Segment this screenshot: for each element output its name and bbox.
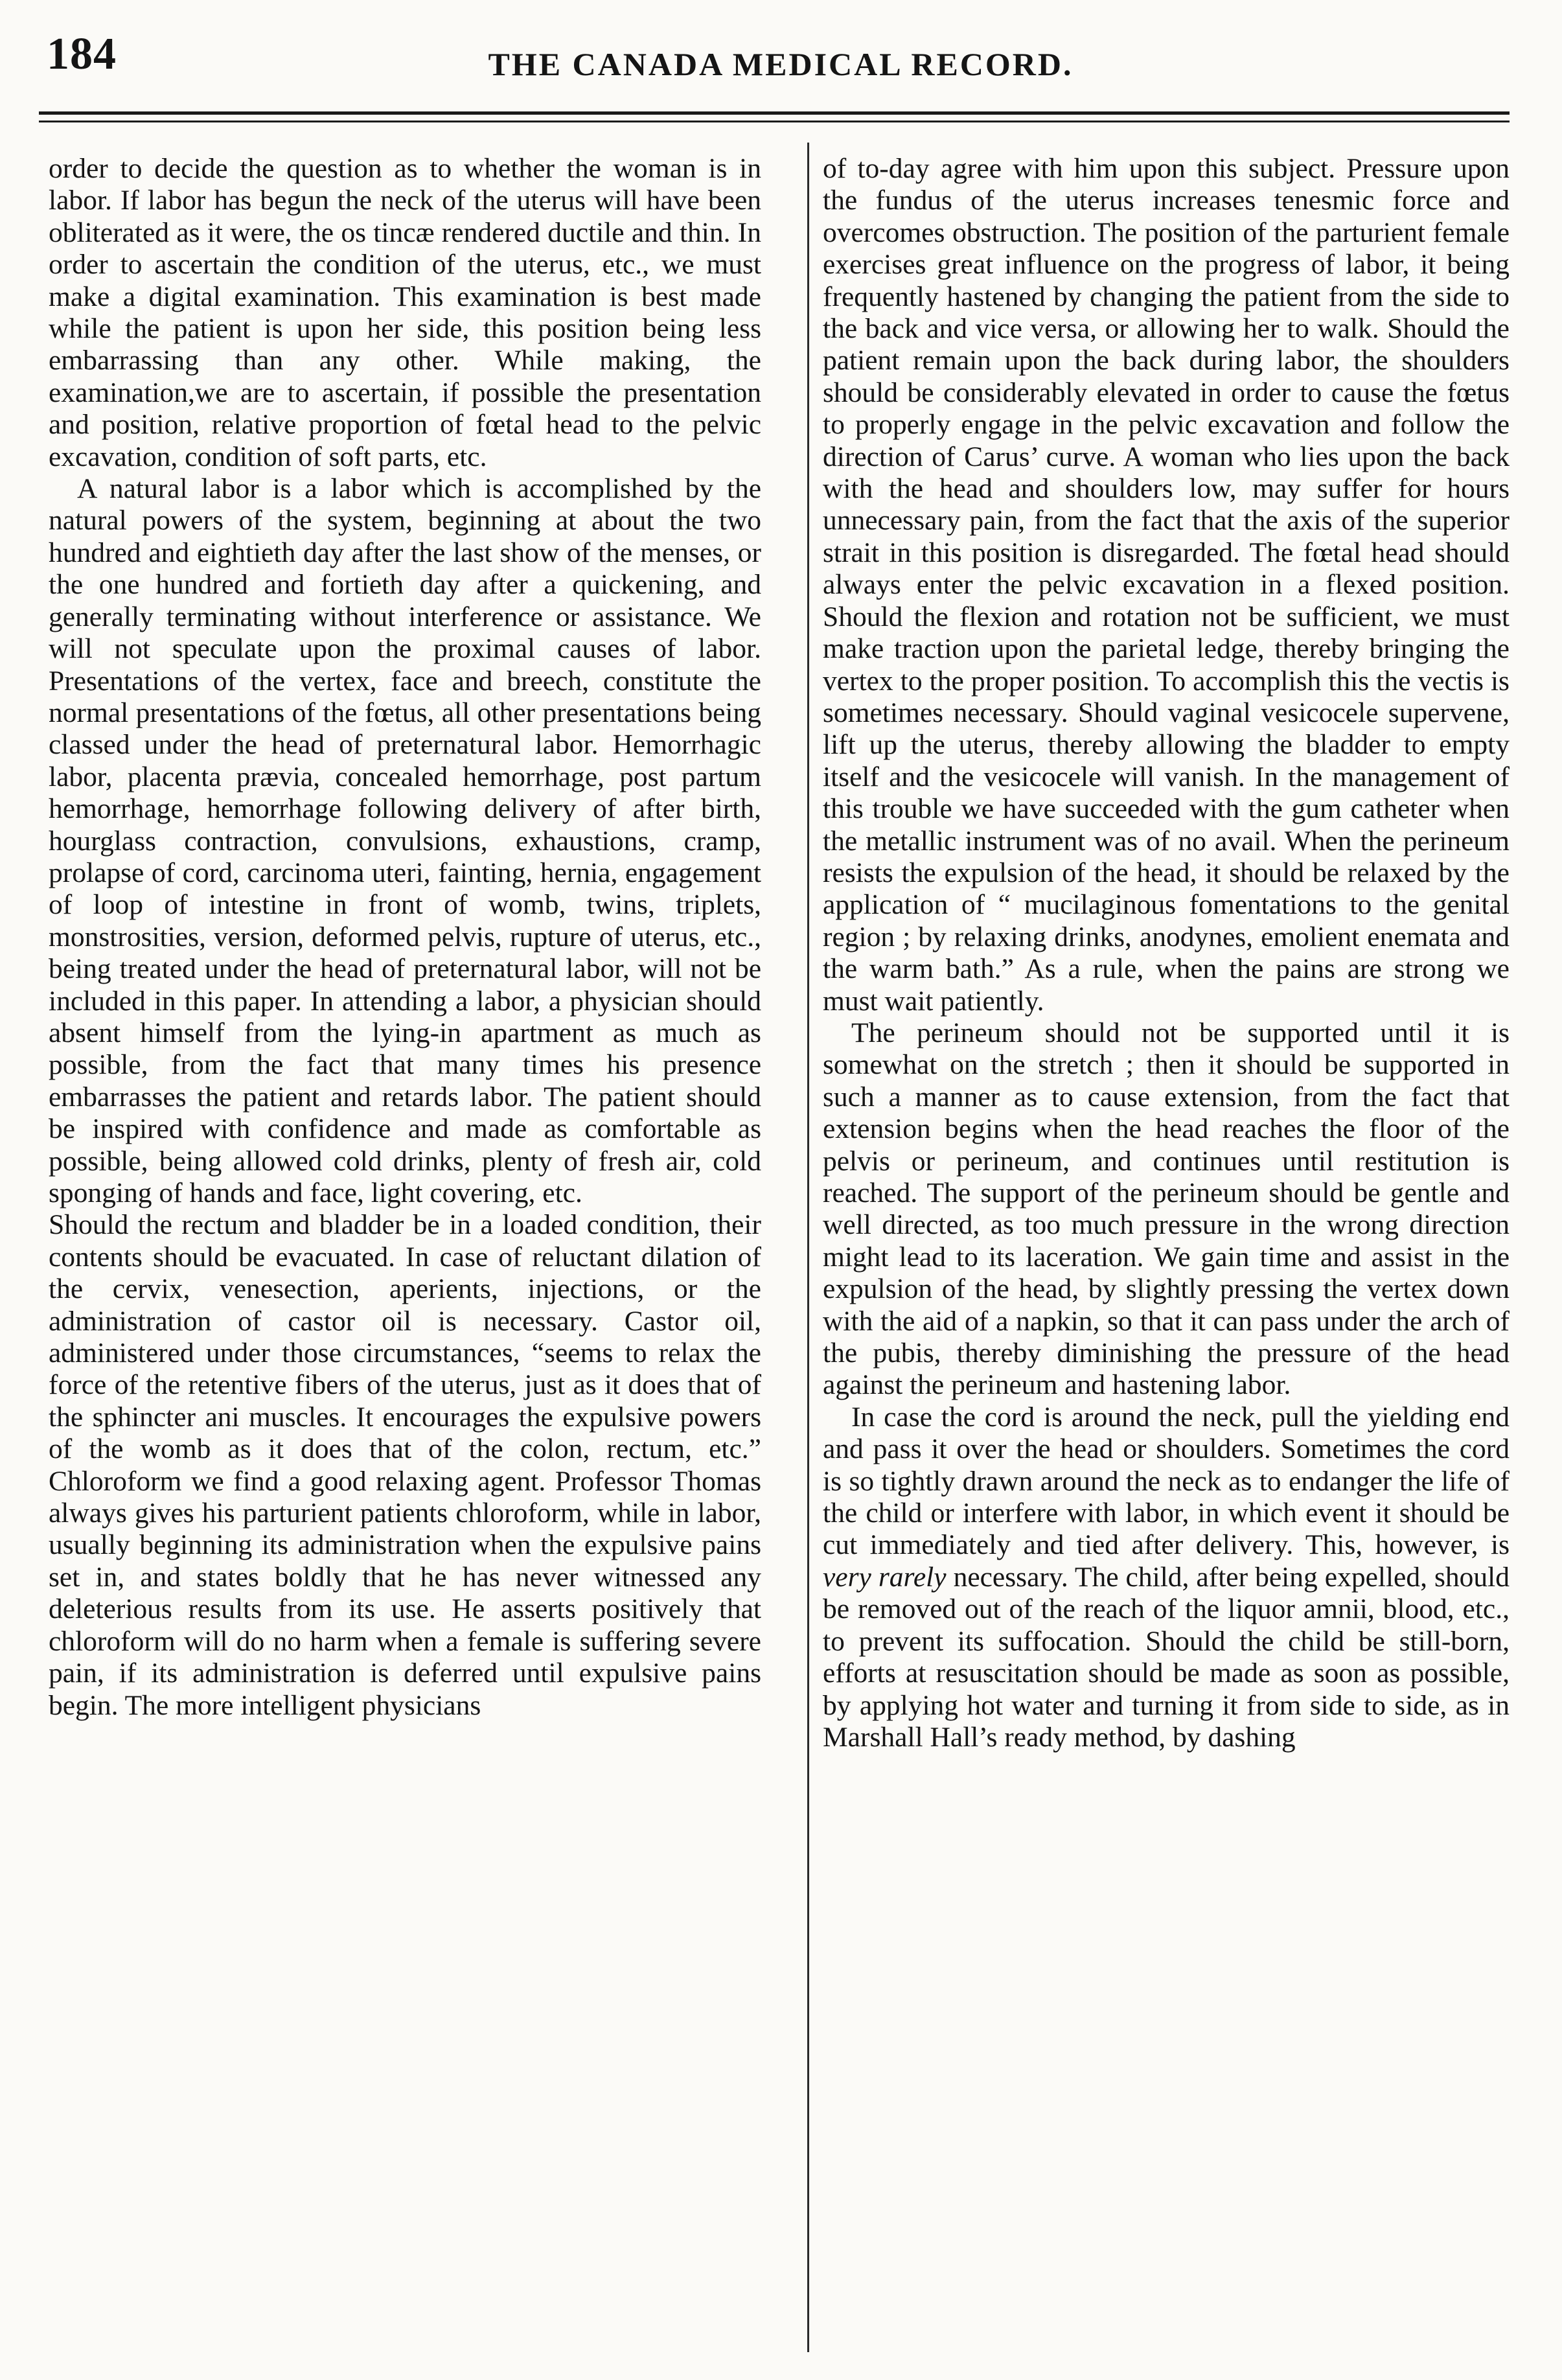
left-paragraph-3: Should the rectum and bladder be in a loaded condition, their contents should be evacuated. In case of reluctant dilation of the cervix, venesection, aperients, injections, or the administration of castor oil is necessary. Castor oil, administered under those circumstances, “seems to relax the force of the retentive fibers of the uterus, just as it does that of the sphincter ani muscles. It encourages the expulsive powers of the womb as it does that of the colon, rectum, etc.” Chloroform we find a good relaxing agent. Professor Thomas always gives his parturient patients chloroform, while in labor, usually beginning its administration when the expulsive pains set in, and states boldly that he has never witnessed any deleterious results from its use. He asserts positively that chloroform will do no harm when a female is suffering severe pain, if its administration is deferred until expulsive pains begin. The more intelligent physicians (49, 1209, 761, 1721)
italic-emphasis: very rarely (823, 1561, 947, 1593)
right-paragraph-1: of to-day agree with him upon this subject. Pressure upon the fundus of the uterus increases tenesmic force and overcomes obstruction. The position of the parturient female exercises great influence on the progress of labor, it being frequently hastened by changing the patient from the side to the back and vice versa, or allowing her to walk. Should the patient remain upon the back during labor, the shoulders should be considerably elevated in order to cause the fœtus to properly engage in the pelvic excavation and follow the direction of Carus’ curve. A woman who lies upon the back with the head and shoulders low, may suffer for hours unnecessary pain, from the fact that the axis of the superior strait in this position is disregarded. The fœtal head should always enter the pelvic excavation in a flexed position. Should the flexion and rotation not be sufficient, we must make traction upon the parietal ledge, thereby bringing the vertex to the proper position. To accomplish this the vectis is sometimes necessary. Should vaginal vesicocele supervene, lift up the uterus, thereby allowing the bladder to empty itself and the vesicocele will vanish. In the management of this trouble we have succeeded with the gum catheter when the metallic instrument was of no avail. When the perineum resists the expulsion of the head, it should be relaxed by the application of “ mucilaginous fomentations to the genital region ; by relaxing drinks, anodynes, emolient enemata and the warm bath.” As a rule, when the pains are strong we must wait patiently. (823, 153, 1510, 1017)
right-column (823, 153, 1510, 1753)
page-number: 184 (47, 29, 117, 79)
left-paragraph-2: A natural labor is a labor which is accomplished by the natural powers of the system, beginning at about the two hundred and eightieth day after the last show of the menses, or the one hundred and fortieth day after a quickening, and generally terminating without interference or assistance. We will not speculate upon the proximal causes of labor. Presentations of the vertex, face and breech, constitute the normal presentations of the fœtus, all other presentations being classed under the head of preternatural labor. Hemorrhagic labor, placenta prævia, concealed hemorrhage, post partum hemorrhage, hemorrhage following delivery of after birth, hourglass contraction, convulsions, exhaustions, cramp, prolapse of cord, carcinoma uteri, fainting, hernia, engagement of loop of intestine in front of womb, twins, triplets, monstrosities, version, deformed pelvis, rupture of uterus, etc., being treated under the head of preternatural labor, will not be included in this paper. In attending a labor, a physician should absent himself from the lying-in apartment as much as possible, from the fact that many times his presence embarrasses the patient and retards labor. The patient should be inspired with confidence and made as comfortable as possible, being allowed cold drinks, plenty of fresh air, cold sponging of hands and face, light covering, etc. (49, 473, 761, 1208)
right-paragraph-3-text-a: In case the cord is around the neck, pull the yielding end and pass it over the head or shoulders. Sometimes the cord is so tightly drawn around the neck as to endanger the life of the child or interfere with labor, in which event it should be cut immediately and tied after delivery. This, however, is (823, 1401, 1510, 1561)
column-divider (807, 143, 809, 2352)
left-paragraph-1: order to decide the question as to whether the woman is in labor. If labor has begun the neck of the uterus will have been obliterated as it were, the os tincæ rendered ductile and thin. In order to ascertain the condition of the uterus, etc., we must make a digital examination. This examination is best made while the patient is upon her side, this position being less embarrassing than any other. While making, the examination,we are to ascertain, if possible the presentation and position, relative proportion of fœtal head to the pelvic excavation, condition of soft parts, etc. (49, 153, 761, 472)
right-paragraph-2: The perineum should not be supported until it is somewhat on the stretch ; then it should be supported in such a manner as to cause extension, from the fact that extension begins when the head reaches the floor of the pelvis or perineum, and continues until restitution is reached. The support of the perineum should be gentle and well directed, as too much pressure in the wrong direction might lead to its laceration. We gain time and assist in the expulsion of the head, by slightly pressing the vertex down with the aid of a napkin, so that it can pass under the arch of the pubis, thereby diminishing the pressure of the head against the perineum and hastening labor. (823, 1017, 1510, 1401)
header-rule-thin (39, 121, 1510, 122)
header-rule-thick (39, 111, 1510, 115)
journal-title: THE CANADA MEDICAL RECORD. (488, 46, 1074, 82)
page-header (39, 19, 1522, 97)
right-paragraph-3-text-b: necessary. The child, after being expelled, should be removed out of the reach of the liquor amnii, blood, etc., to prevent its suffocation. Should the child be still-born, efforts at resuscitation should be made as soon as possible, by applying hot water and turning it from side to side, as in Marshall Hall’s ready method, by dashing (823, 1561, 1510, 1753)
right-paragraph-3 (823, 1402, 1510, 1753)
left-column (49, 153, 761, 1722)
